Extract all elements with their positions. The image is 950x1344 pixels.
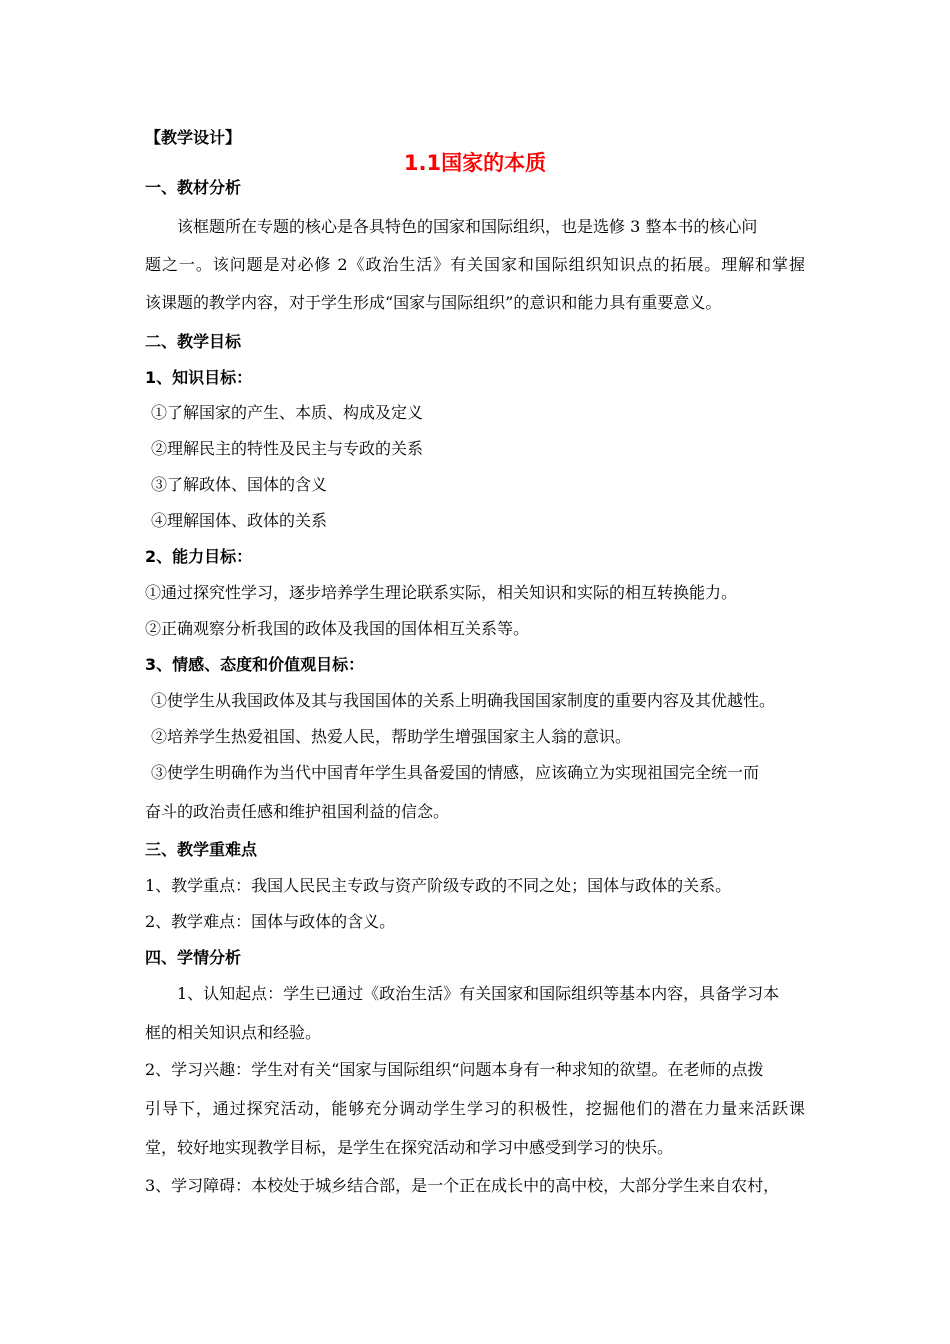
list-item: ③使学生明确作为当代中国青年学生具备爱国的情感，应该确立为实现祖国完全统一而 xyxy=(151,763,760,782)
list-item: ④理解国体、政体的关系 xyxy=(151,511,328,530)
page-title: 1.1国家的本质 xyxy=(403,151,547,175)
list-item: 1、教学重点：我国人民民主专政与资产阶级专政的不同之处；国体与政体的关系。 xyxy=(145,876,732,895)
subheading-ability-goals: 2、能力目标： xyxy=(145,547,253,566)
paragraph-line: 该框题所在专题的核心是各具特色的国家和国际组织，也是选修 3 整本书的核心问 xyxy=(177,217,758,236)
paragraph-line: 3、学习障碍：本校处于城乡结合部，是一个正在成长中的高中校，大部分学生来自农村， xyxy=(145,1176,780,1195)
section-heading-teaching-goals: 二、教学目标 xyxy=(145,332,242,351)
list-item: 2、教学难点：国体与政体的含义。 xyxy=(145,912,396,931)
list-item-continuation: 奋斗的政治责任感和维护祖国利益的信念。 xyxy=(145,802,450,821)
paragraph-line: 该课题的教学内容，对于学生形成“国家与国际组织”的意识和能力具有重要意义。 xyxy=(145,293,722,312)
section-heading-student-analysis: 四、学情分析 xyxy=(145,948,242,967)
paragraph-line: 框的相关知识点和经验。 xyxy=(145,1023,322,1042)
paragraph-line: 2、学习兴趣：学生对有关“国家与国际组织“问题本身有一种求知的欲望。在老师的点拨 xyxy=(145,1060,764,1079)
list-item: ②正确观察分析我国的政体及我国的国体相互关系等。 xyxy=(145,619,530,638)
paragraph-line: 引导下，通过探究活动，能够充分调动学生学习的积极性，挖掘他们的潜在力量来活跃课 xyxy=(145,1099,805,1118)
list-item: ①通过探究性学习，逐步培养学生理论联系实际，相关知识和实际的相互转换能力。 xyxy=(145,583,738,602)
header-label: 【教学设计】 xyxy=(145,128,242,147)
paragraph-line: 题之一。该问题是对必修 2《政治生活》有关国家和国际组织知识点的拓展。理解和掌握 xyxy=(145,255,805,274)
section-heading-textbook-analysis: 一、教材分析 xyxy=(145,178,242,197)
list-item: ①了解国家的产生、本质、构成及定义 xyxy=(151,403,424,422)
section-heading-key-points: 三、教学重难点 xyxy=(145,840,258,859)
subheading-values-goals: 3、情感、态度和价值观目标： xyxy=(145,655,365,674)
list-item: ②培养学生热爱祖国、热爱人民，帮助学生增强国家主人翁的意识。 xyxy=(151,727,632,746)
list-item: ②理解民主的特性及民主与专政的关系 xyxy=(151,439,424,458)
subheading-knowledge-goals: 1、知识目标： xyxy=(145,368,253,387)
list-item: ①使学生从我国政体及其与我国国体的关系上明确我国国家制度的重要内容及其优越性。 xyxy=(151,691,776,710)
list-item: ③了解政体、国体的含义 xyxy=(151,475,328,494)
paragraph-line: 堂，较好地实现教学目标，是学生在探究活动和学习中感受到学习的快乐。 xyxy=(145,1138,674,1157)
paragraph-line: 1、认知起点：学生已通过《政治生活》有关国家和国际组织等基本内容，具备学习本 xyxy=(177,984,780,1003)
